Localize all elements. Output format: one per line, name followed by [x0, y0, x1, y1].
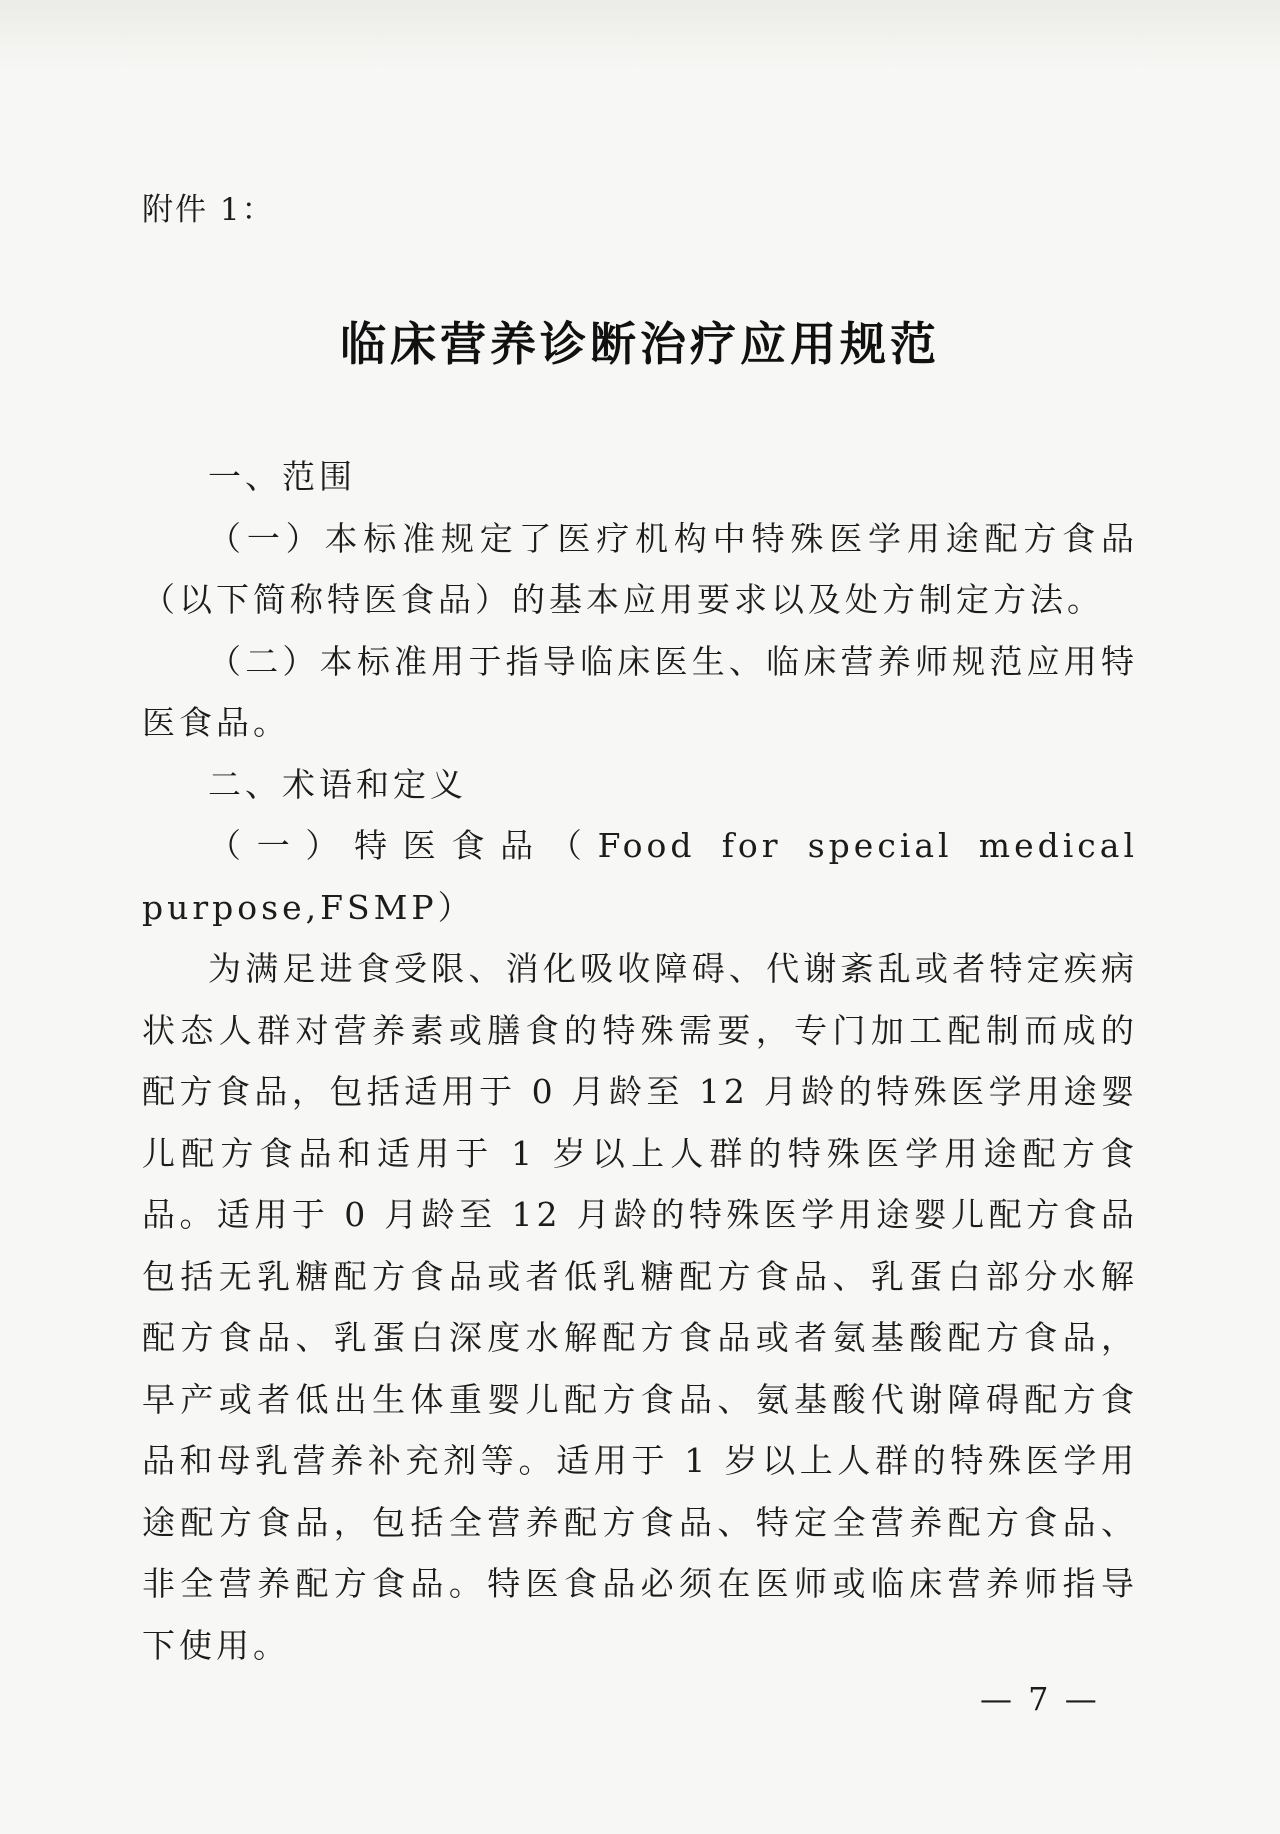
scan-header-marks [0, 0, 1280, 70]
section-heading-scope: 一、范围 [208, 457, 356, 496]
attachment-label: 附件 1： [142, 192, 275, 228]
page-number: — 7 — [980, 1680, 1100, 1718]
terms-paragraph-2: 为满足进食受限、消化吸收障碍、代谢紊乱或者特定疾病状态人群对营养素或膳食的特殊需要，专门加工配制而成的配方食品，包括适用于 0 月龄至 12 月龄的特殊医学用途婴儿配方食品和适用于 1 岁以上人群的特殊医学用途配方食品。适用于 0 月龄至 12 月龄的特殊医学用途婴儿配方食品包括无乳糖配方食品或者低乳糖配方食品、乳蛋白部分水解配方食品、乳蛋白深度水解配方食品或者氨基酸配方食品，早产或者低出生体重婴儿配方食品、氨基酸代谢障碍配方食品和母乳营养补充剂等。适用于 1 岁以上人群的特殊医学用途配方食品，包括全营养配方食品、特定全营养配方食品、非全营养配方食品。特医食品必须在医师或临床营养师指导下使用。 [142, 949, 1138, 1665]
scope-paragraph-1: （一）本标准规定了医疗机构中特殊医学用途配方食品（以下简称特医食品）的基本应用要求以及处方制定方法。 [142, 518, 1138, 619]
section-heading-terms: 二、术语和定义 [208, 764, 467, 804]
scope-paragraph-2: （二）本标准用于指导临床医生、临床营养师规范应用特医食品。 [142, 641, 1138, 742]
document-body [142, 446, 1138, 1676]
terms-paragraph-1: （一）特医食品（Food for special medical purpose,FSMP） [142, 826, 1138, 927]
document-title: 临床营养诊断治疗应用规范 [340, 317, 940, 371]
